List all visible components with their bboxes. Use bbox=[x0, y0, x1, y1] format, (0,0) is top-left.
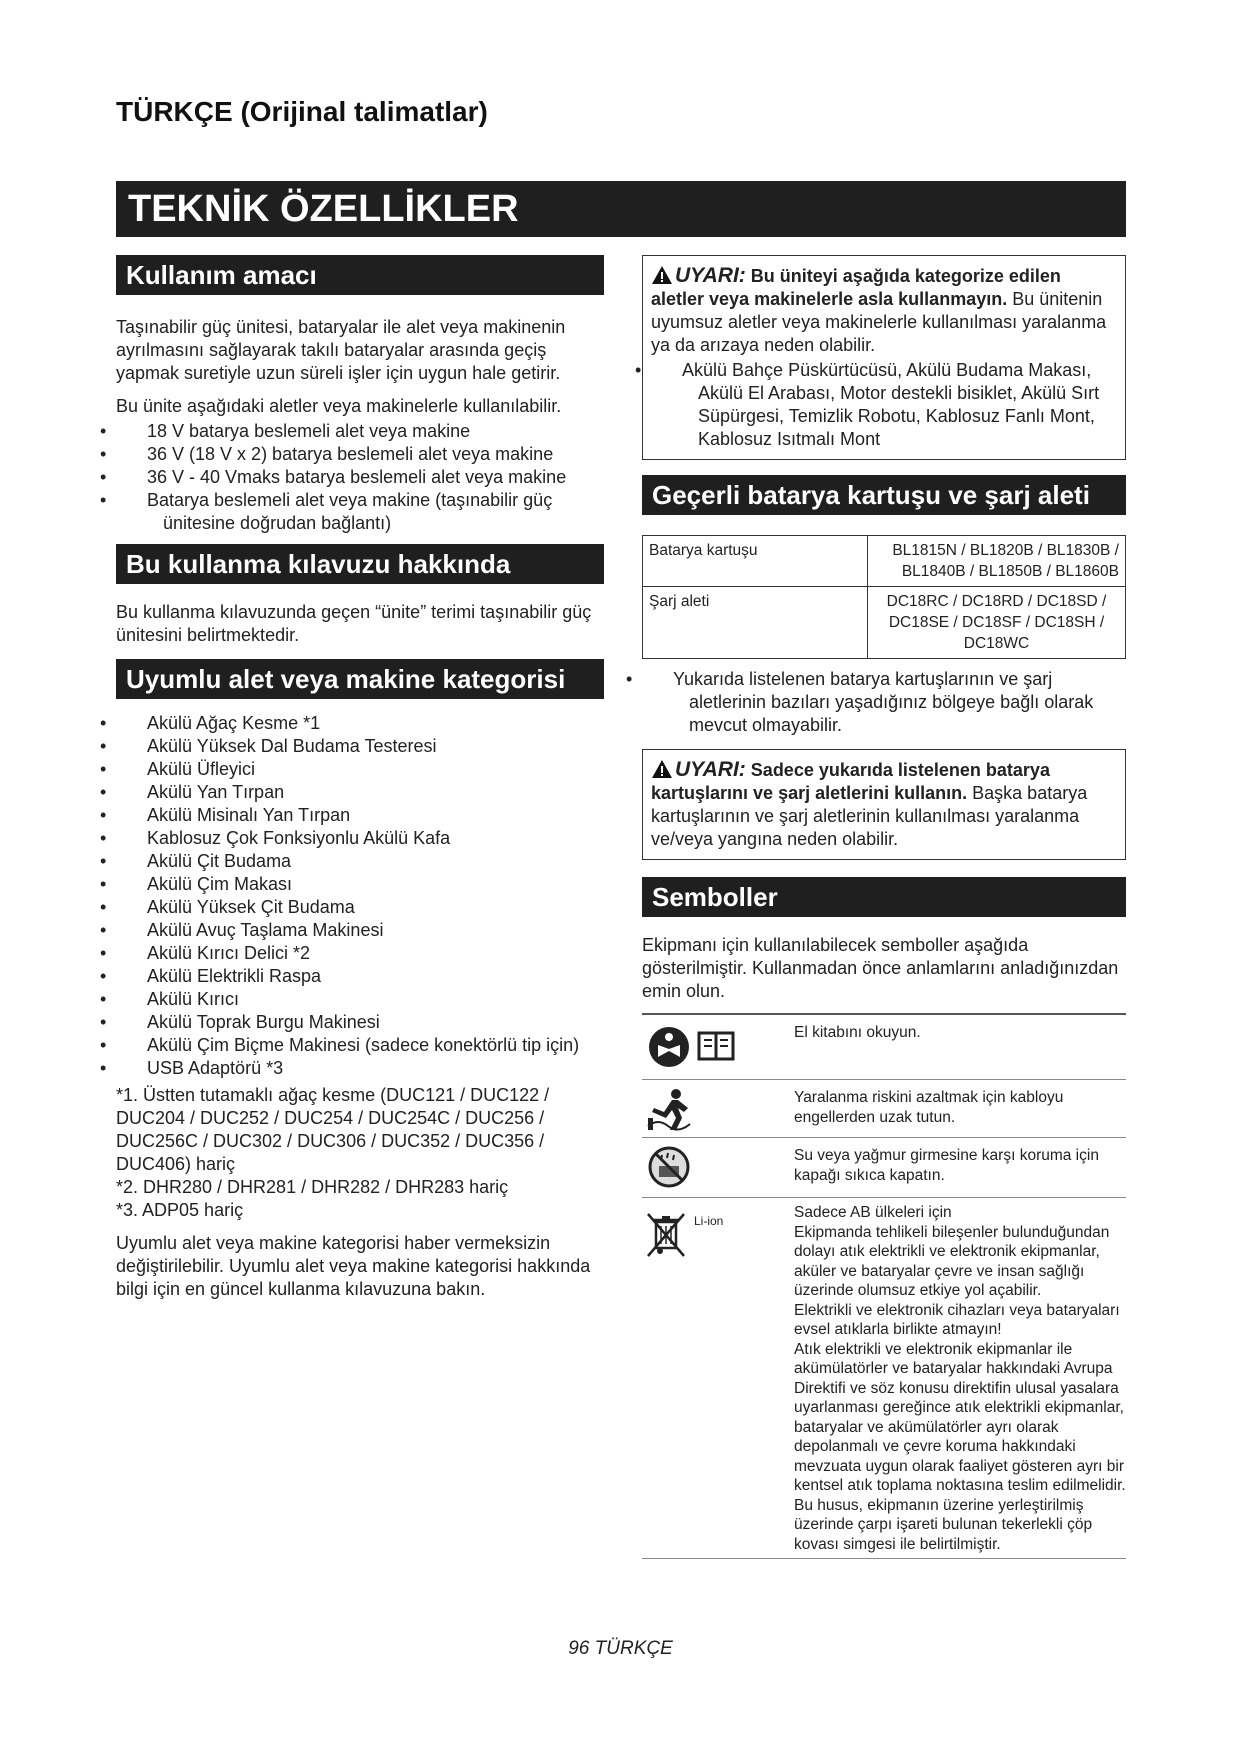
list-item: • Akülü Üfleyici bbox=[116, 758, 604, 781]
symbols-table bbox=[642, 1013, 1126, 1559]
battery-values-line-2: BL1840B / BL1850B / BL1860B bbox=[901, 563, 1119, 580]
list-item: • USB Adaptörü *3 bbox=[116, 1057, 604, 1080]
right-column bbox=[642, 255, 1126, 1559]
read-manual-icon bbox=[648, 1023, 738, 1073]
footnote-1: *1. Üstten tutamaklı ağaç kesme (DUC121 / DUC122 / DUC204 / DUC252 / DUC254 / DUC254C / DUC256 / DUC256C / DUC302 / DUC306 / DUC352 / DUC356 / DUC406) hariç bbox=[116, 1085, 550, 1174]
warning-bold-text: Sadece yukarıda listelenen batarya kartuşlarını ve şarj aletlerini kullanın. bbox=[651, 760, 1050, 803]
tripping-hazard-icon bbox=[646, 1088, 696, 1132]
symbol-icon-cell bbox=[642, 1138, 794, 1197]
section-heading-battery: Geçerli batarya kartuşu ve şarj aleti bbox=[642, 475, 1126, 515]
warning-triangle-icon bbox=[651, 265, 673, 285]
supply-list bbox=[116, 420, 604, 535]
table-row bbox=[643, 536, 1126, 587]
section-heading-symbols: Semboller bbox=[642, 877, 1126, 917]
warning-text: Bu ünitenin uyumsuz aletler veya makinelerle kullanılması yaralanma ya da arızaya neden olabilir. bbox=[651, 289, 1107, 355]
charger-values-line-3: DC18WC bbox=[963, 635, 1030, 652]
symbol-row-cable bbox=[642, 1080, 1126, 1138]
list-item: • Akülü Elektrikli Raspa bbox=[116, 965, 604, 988]
symbol-icon-cell bbox=[642, 1015, 794, 1079]
footnote-2: *2. DHR280 / DHR281 / DHR282 / DHR283 hariç bbox=[116, 1177, 509, 1197]
symbol-description: El kitabını okuyun. bbox=[794, 1024, 921, 1041]
symbol-description: Yaralanma riskini azaltmak için kabloyu engellerden uzak tutun. bbox=[794, 1089, 1064, 1126]
warning-label: UYARI: bbox=[675, 264, 746, 287]
symbol-row-water bbox=[642, 1138, 1126, 1198]
language-title: TÜRKÇE (Orijinal talimatlar) bbox=[116, 96, 488, 127]
battery-note-list bbox=[642, 668, 1126, 737]
categories-closing-note: Uyumlu alet veya makine kategorisi haber vermeksizin değiştirilebilir. Uyumlu alet veya makine kategorisi hakkında bilgi için en güncel kullanma kılavuzuna bakın. bbox=[116, 1233, 591, 1299]
symbol-row-read-manual bbox=[642, 1015, 1126, 1080]
left-column bbox=[116, 255, 604, 1301]
list-item: • Akülü Yan Tırpan bbox=[116, 781, 604, 804]
battery-table bbox=[642, 535, 1126, 659]
list-item: • Akülü Ağaç Kesme *1 bbox=[116, 712, 604, 735]
crossed-bin-icon bbox=[644, 1210, 688, 1260]
main-title: TEKNİK ÖZELLİKLER bbox=[116, 181, 1126, 237]
table-cell bbox=[643, 587, 868, 659]
warning-label: UYARI: bbox=[675, 758, 746, 781]
weee-paragraph-4: Atık elektrikli ve elektronik ekipmanlar ile akümülatörler ve bataryalar hakkındaki Avrupa Direktifi ve söz konusu direktifin ulusal yasalara uyarlanması gereğince atık elektrikli ekipmanlar, bataryalar ve akümülatörler ayrı olarak depolanmalı ve çevre koruma hakkındaki mevzuata uygun olarak faaliyet gösteren ayrı bir kentsel atık toplama noktasına teslim edilmelidir. bbox=[794, 1340, 1126, 1494]
about-manual-paragraph: Bu kullanma kılavuzunda geçen “ünite” terimi taşınabilir güç ünitesini belirtmektedir. bbox=[116, 602, 592, 645]
warning-box-batteries bbox=[642, 749, 1126, 860]
warning-bold-text: Bu üniteyi aşağıda kategorize edilen aletler veya makinelerle asla kullanmayın. bbox=[651, 266, 1061, 309]
charger-values-line-1: DC18RC / DC18RD / DC18SD / bbox=[886, 593, 1107, 610]
list-item: • Akülü Çim Biçme Makinesi (sadece konektörlü tip için) bbox=[116, 1034, 604, 1057]
warning-box-incompatible bbox=[642, 255, 1126, 460]
section-heading-intended-use: Kullanım amacı bbox=[116, 255, 604, 295]
symbol-icon-cell bbox=[642, 1198, 794, 1558]
table-row bbox=[643, 587, 1126, 659]
weee-paragraph-2: Ekipmanda tehlikeli bileşenler bulunduğundan dolayı atık elektrikli ve elektronik ekipmanlar, aküler ve bataryalar çevre ve insan sağlığı üzerinde olumsuz etkiye yol açabilir. bbox=[794, 1223, 1110, 1299]
battery-label: Batarya kartuşu bbox=[649, 542, 758, 559]
list-item: • Akülü Yüksek Dal Budama Testeresi bbox=[116, 735, 604, 758]
category-list bbox=[116, 712, 604, 1080]
incompatible-list bbox=[651, 359, 1116, 451]
list-item: • Akülü Avuç Taşlama Makinesi bbox=[116, 919, 604, 942]
symbol-row-weee bbox=[642, 1198, 1126, 1559]
weee-paragraph-5: Bu husus, ekipmanın üzerine yerleştirilmiş üzerinde çarpı işareti bulunan tekerlekli çöp kovası simgesi ile belirtilmiştir. bbox=[794, 1496, 1093, 1553]
list-item: • 18 V batarya beslemeli alet veya makine bbox=[116, 420, 604, 443]
list-item: • Kablosuz Çok Fonksiyonlu Akülü Kafa bbox=[116, 827, 604, 850]
list-item: • Akülü Kırıcı bbox=[116, 988, 604, 1011]
warning-triangle-icon bbox=[651, 759, 673, 779]
intended-use-paragraph: Taşınabilir güç ünitesi, bataryalar ile alet veya makinenin ayrılmasını sağlayarak takılı bataryalar arasında geçiş yapmak suretiyle uzun süreli işler için uygun hale getirir. bbox=[116, 317, 566, 383]
weee-paragraph-3: Elektrikli ve elektronik cihazları veya bataryaları evsel atıklarla birlikte atmayın! bbox=[794, 1301, 1120, 1338]
list-item: • 36 V (18 V x 2) batarya beslemeli alet veya makine bbox=[116, 443, 604, 466]
section-heading-categories: Uyumlu alet veya makine kategorisi bbox=[116, 659, 604, 699]
list-item: • Akülü Kırıcı Delici *2 bbox=[116, 942, 604, 965]
list-item: • Akülü Çit Budama bbox=[116, 850, 604, 873]
charger-label: Şarj aleti bbox=[649, 593, 710, 610]
section-heading-about-manual: Bu kullanma kılavuzu hakkında bbox=[116, 544, 604, 584]
list-item: • Akülü Yüksek Çit Budama bbox=[116, 896, 604, 919]
table-cell bbox=[868, 587, 1126, 659]
list-item: • Akülü Toprak Burgu Makinesi bbox=[116, 1011, 604, 1034]
list-item: • Batarya beslemeli alet veya makine (taşınabilir güç ünitesine doğrudan bağlantı) bbox=[116, 489, 604, 535]
list-item: • Akülü Çim Makası bbox=[116, 873, 604, 896]
warning-text: Başka batarya kartuşlarının ve şarj aletlerinin kullanılması yaralanma ve/veya yangına neden olabilir. bbox=[651, 783, 1088, 849]
list-item: • Yukarıda listelenen batarya kartuşlarının ve şarj aletlerinin bazıları yaşadığınız bölgeye bağlı olarak mevcut olmayabilir. bbox=[642, 668, 1126, 737]
weee-paragraph-1: Sadece AB ülkeleri için bbox=[794, 1204, 952, 1221]
symbols-intro: Ekipmanı için kullanılabilecek semboller aşağıda gösterilmiştir. Kullanmadan önce anlamlarını anladığınızdan emin olun. bbox=[642, 935, 1119, 1001]
list-item: • Akülü Misinalı Yan Tırpan bbox=[116, 804, 604, 827]
footnote-3: *3. ADP05 hariç bbox=[116, 1200, 244, 1220]
charger-values-line-2: DC18SE / DC18SF / DC18SH / bbox=[888, 614, 1105, 631]
table-cell bbox=[868, 536, 1126, 587]
battery-values-line-1: BL1815N / BL1820B / BL1830B / bbox=[892, 542, 1119, 559]
li-ion-label: Li-ion bbox=[694, 1214, 724, 1228]
compatible-intro: Bu ünite aşağıdaki aletler veya makinelerle kullanılabilir. bbox=[116, 396, 562, 416]
symbol-description: Su veya yağmur girmesine karşı koruma için kapağı sıkıca kapatın. bbox=[794, 1147, 1099, 1184]
symbol-description-weee bbox=[794, 1198, 1126, 1558]
symbol-icon-cell bbox=[642, 1080, 794, 1137]
no-water-icon bbox=[646, 1144, 692, 1190]
list-item: • 36 V - 40 Vmaks batarya beslemeli alet veya makine bbox=[116, 466, 604, 489]
table-cell bbox=[643, 536, 868, 587]
page-number: 96 TÜRKÇE bbox=[568, 1638, 673, 1659]
list-item: • Akülü Bahçe Püskürtücüsü, Akülü Budama Makası, Akülü El Arabası, Motor destekli bisiklet, Akülü Sırt Süpürgesi, Temizlik Robotu, Kablosuz Fanlı Mont, Kablosuz Isıtmalı Mont bbox=[651, 359, 1116, 451]
